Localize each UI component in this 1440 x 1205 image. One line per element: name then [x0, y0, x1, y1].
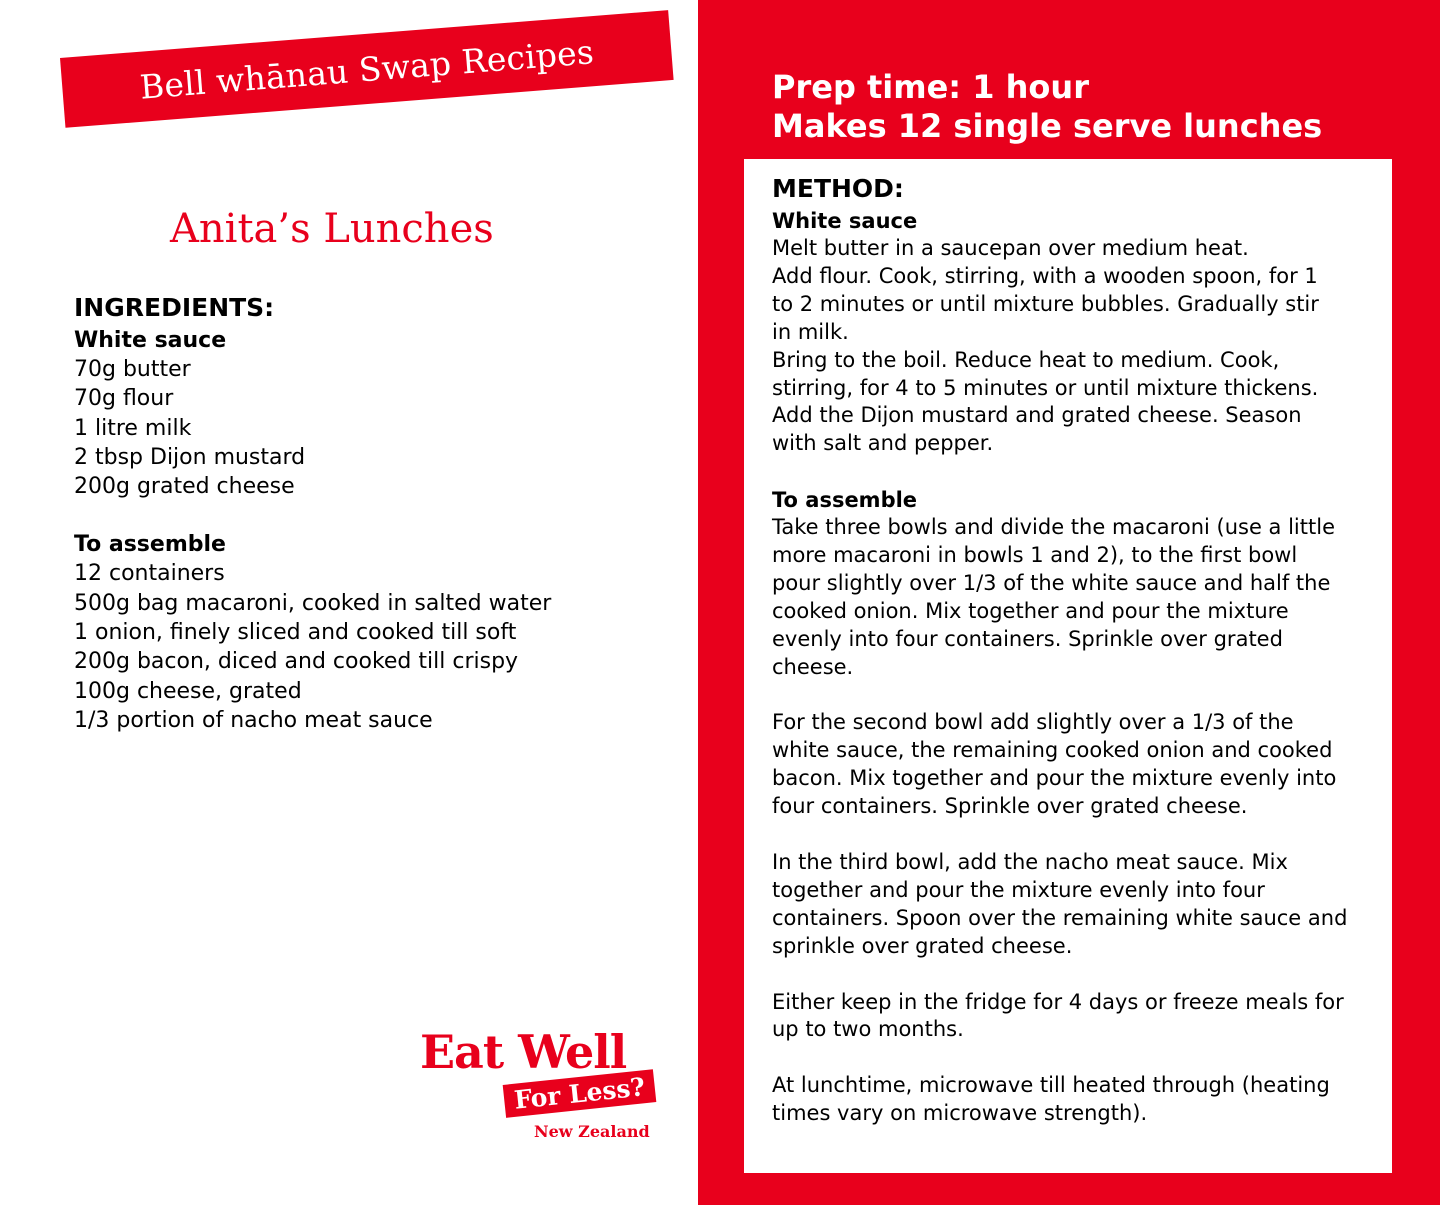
- ingredient-item: 12 containers: [74, 561, 225, 587]
- method-line: white sauce, the remaining cooked onion and cooked: [772, 738, 1333, 763]
- ingredient-item: 200g grated cheese: [74, 474, 295, 500]
- method-line: stirring, for 4 to 5 minutes or until mixture thickens.: [772, 375, 1319, 400]
- method-line: Add the Dijon mustard and grated cheese. Season: [772, 403, 1302, 428]
- method-line: At lunchtime, microwave till heated through (heating: [772, 1073, 1330, 1098]
- right-panel: [698, 0, 1440, 1205]
- method-white-sauce-heading: White sauce: [772, 209, 918, 233]
- ingredient-item: 1 onion, finely sliced and cooked till soft: [74, 620, 517, 646]
- method-line: bacon. Mix together and pour the mixture evenly into: [772, 766, 1337, 791]
- method-line: containers. Spoon over the remaining white sauce and: [772, 905, 1348, 930]
- method-line: to 2 minutes or until mixture bubbles. Gradually stir: [772, 291, 1319, 316]
- prep-time: Prep time: 1 hour: [772, 68, 1089, 106]
- method-line: together and pour the mixture evenly into four: [772, 877, 1265, 902]
- eat-well-for-less-logo: [418, 1025, 678, 1145]
- spacer: [772, 682, 1372, 710]
- method-line: evenly into four containers. Sprinkle over grated: [772, 626, 1283, 651]
- method-line: Add flour. Cook, stirring, with a wooden spoon, for 1: [772, 263, 1318, 288]
- method-line: with salt and pepper.: [772, 431, 994, 456]
- method-line: pour slightly over 1/3 of the white sauce and half the: [772, 570, 1331, 595]
- serving-count: Makes 12 single serve lunches: [772, 107, 1323, 145]
- spacer: [772, 961, 1372, 989]
- ingredient-item: 200g bacon, diced and cooked till crispy: [74, 649, 519, 675]
- method-line: cooked onion. Mix together and pour the mixture: [772, 598, 1289, 623]
- ingredient-item: 2 tbsp Dijon mustard: [74, 444, 306, 470]
- ingredients-heading: INGREDIENTS:: [74, 293, 275, 322]
- method-line: cheese.: [772, 654, 854, 679]
- method-line: In the third bowl, add the nacho meat sauce. Mix: [772, 849, 1288, 874]
- prep-info: [772, 68, 1322, 146]
- left-panel: [0, 0, 698, 1205]
- method-heading: METHOD:: [772, 174, 904, 203]
- ingredients-white-sauce-heading: White sauce: [74, 328, 227, 353]
- ingredient-item: 1/3 portion of nacho meat sauce: [74, 707, 433, 733]
- method-assemble-heading: To assemble: [772, 488, 918, 513]
- method-card: [744, 159, 1392, 1173]
- header-banner: [60, 10, 674, 128]
- method-line: up to two months.: [772, 1017, 964, 1042]
- logo-new-zealand-text: New Zealand: [534, 1122, 650, 1141]
- ingredient-item: 100g cheese, grated: [74, 678, 302, 704]
- method-line: four containers. Sprinkle over grated cheese.: [772, 794, 1248, 819]
- method-line: For the second bowl add slightly over a 1/3 of the: [772, 710, 1294, 735]
- spacer: [772, 821, 1372, 849]
- logo-eat-well-text: Eat Well: [420, 1025, 627, 1079]
- method-line: Either keep in the fridge for 4 days or freeze meals for: [772, 989, 1344, 1014]
- logo-for-less-text: For Less?: [503, 1069, 657, 1118]
- banner-text: Bell whānau Swap Recipes: [138, 31, 596, 107]
- method-line: in milk.: [772, 319, 849, 344]
- spacer: [74, 501, 674, 530]
- method-line: more macaroni in bowls 1 and 2), to the first bowl: [772, 543, 1298, 568]
- ingredient-item: 70g butter: [74, 357, 191, 382]
- method-line: sprinkle over grated cheese.: [772, 933, 1073, 958]
- spacer: [772, 458, 1372, 486]
- ingredients-section: [74, 290, 674, 735]
- method-line: Melt butter in a saucepan over medium heat.: [772, 236, 1249, 260]
- ingredient-item: 1 litre milk: [74, 415, 192, 441]
- method-line: Take three bowls and divide the macaroni (use a little: [772, 515, 1335, 540]
- spacer: [772, 1044, 1372, 1072]
- method-line: times vary on microwave strength).: [772, 1101, 1148, 1126]
- ingredient-item: 500g bag macaroni, cooked in salted water: [74, 590, 552, 616]
- method-section: [772, 171, 1372, 1128]
- method-line: Bring to the boil. Reduce heat to medium. Cook,: [772, 347, 1280, 372]
- recipe-title: Anita’s Lunches: [170, 206, 494, 252]
- ingredients-assemble-heading: To assemble: [74, 532, 226, 558]
- ingredient-item: 70g flour: [74, 386, 174, 412]
